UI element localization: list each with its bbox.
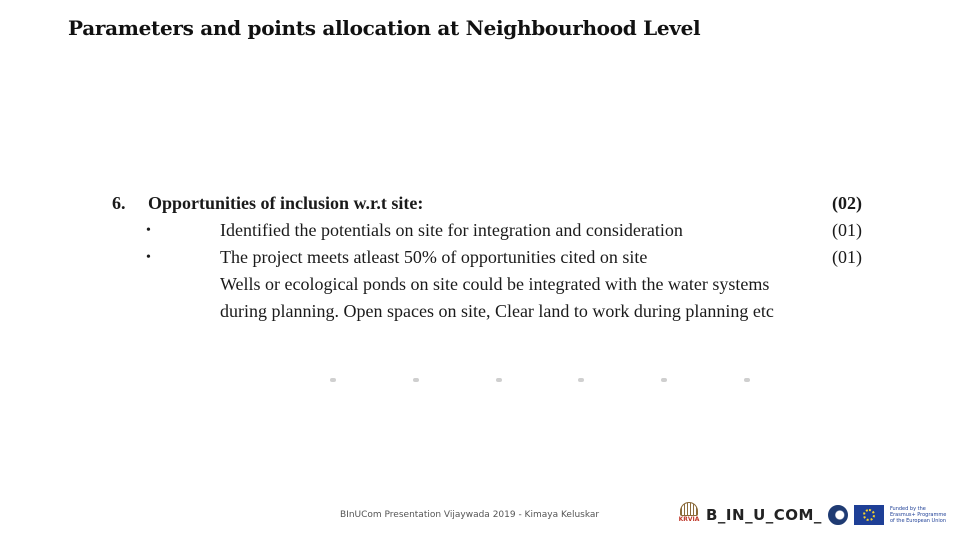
circle-logo-icon [828, 505, 848, 525]
criterion-total-points: (02) [832, 193, 862, 213]
eu-stars-icon [863, 509, 875, 521]
criterion-item-text: Identified the potentials on site for integration and consideration [220, 220, 683, 240]
krvia-logo [678, 502, 700, 528]
criterion-example: Wells or ecological ponds on site could be integrated with the water systems during planning. Open spaces on site, Clear land to work during planning etc [220, 274, 774, 321]
criterion-section [112, 190, 882, 352]
eu-flag-icon [854, 505, 884, 525]
criterion-number: 6. [112, 193, 126, 213]
faded-mark [578, 378, 584, 382]
krvia-label: KRVIA [678, 516, 700, 523]
faded-mark [496, 378, 502, 382]
slide-title: Parameters and points allocation at Neighbourhood Level [68, 16, 701, 40]
criterion-item-points: (01) [832, 220, 862, 240]
criterion-heading: Opportunities of inclusion w.r.t site: [148, 193, 424, 213]
binucom-logo: B_IN_U_COM_ [706, 506, 822, 524]
criterion-item-points: (01) [832, 247, 862, 267]
faded-mark [413, 378, 419, 382]
criterion-example-wrapper [112, 271, 882, 352]
faded-mark [330, 378, 336, 382]
criterion-item [112, 244, 882, 271]
partner-logos [678, 502, 948, 528]
faded-mark [661, 378, 667, 382]
footer-text: BInUCom Presentation Vijaywada 2019 - Kimaya Keluskar [340, 510, 600, 520]
faded-text-artifact [330, 378, 750, 384]
bullet-icon: • [146, 223, 151, 238]
criterion-item-text: The project meets atleast 50% of opportunities cited on site [220, 247, 648, 267]
criterion-item [112, 217, 882, 244]
bullet-icon: • [146, 250, 151, 265]
criterion-heading-row [112, 190, 882, 217]
krvia-emblem-icon [680, 502, 698, 516]
eu-funding-text: Funded by the Erasmus+ Programme of the European Union [889, 506, 947, 524]
faded-mark [744, 378, 750, 382]
